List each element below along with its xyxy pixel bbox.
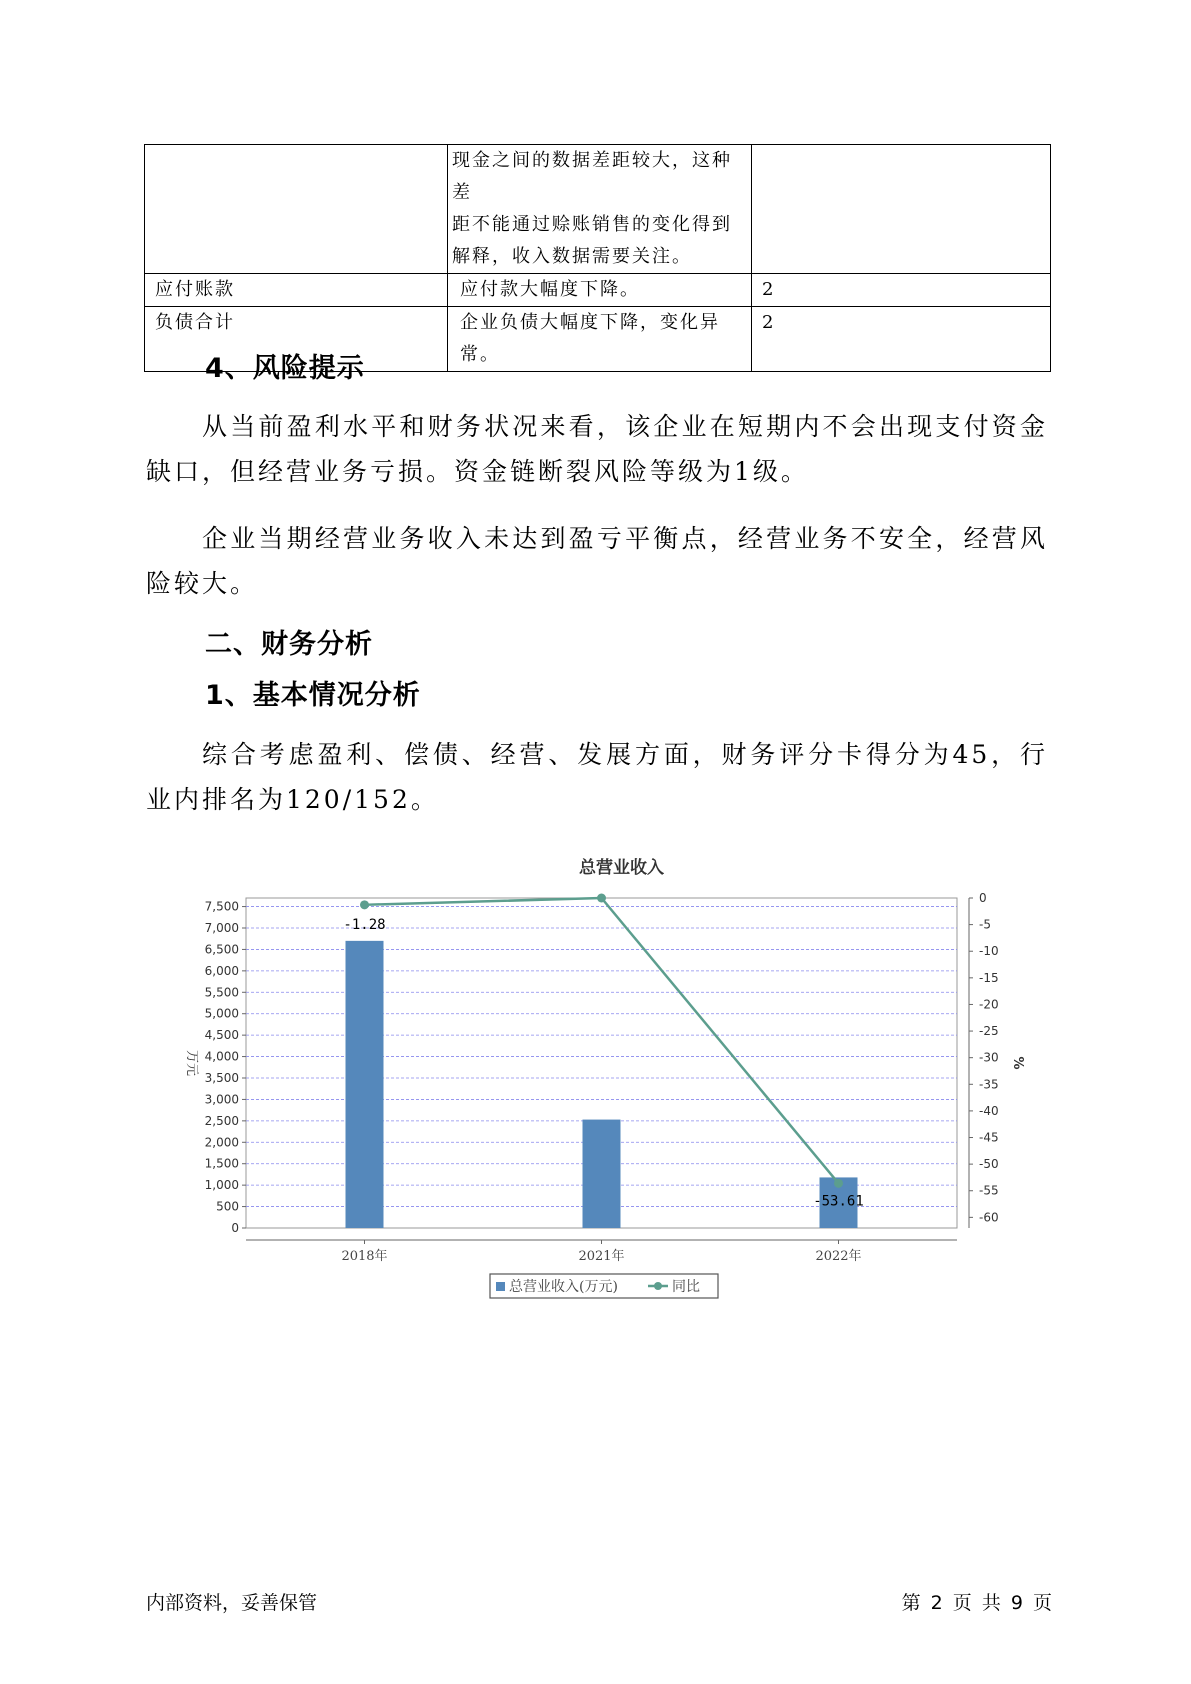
table-cell-item: 负债合计: [145, 307, 448, 372]
y2-tick-label: -60: [979, 1210, 999, 1225]
y2-tick-label: -35: [979, 1077, 999, 1092]
paragraph-risk-2: 企业当期经营业务收入未达到盈亏平衡点，经营业务不安全，经营风险较大。: [146, 524, 1048, 598]
point-yoy: [360, 900, 369, 909]
legend-swatch-bar: [496, 1282, 505, 1291]
data-label-yoy: -53.61: [813, 1193, 864, 1210]
y2-tick-label: 0: [979, 891, 987, 905]
desc-line: 现金之间的数据差距较大，这种差: [452, 150, 732, 203]
y-tick-label: 3,500: [204, 1071, 239, 1085]
x-tick-label: 2018年: [341, 1249, 388, 1264]
y-tick-label: 5,500: [204, 985, 239, 1000]
bar-revenue: [583, 1120, 621, 1228]
y-tick-label: 500: [216, 1199, 239, 1214]
table-cell-desc: 应付款大幅度下降。: [448, 274, 752, 307]
y-tick-label: 6,500: [204, 942, 239, 957]
y2-tick-label: -55: [979, 1183, 999, 1198]
legend-label-bar: 总营业收入(万元): [509, 1279, 618, 1295]
legend-swatch-point: [654, 1282, 662, 1290]
y-tick-label: 4,500: [204, 1028, 239, 1043]
table-row: [145, 145, 1051, 274]
y-tick-label: 5,000: [204, 1006, 239, 1021]
sub-heading-basic: 1、基本情况分析: [205, 680, 421, 711]
table-cell-item: 应付账款: [145, 274, 448, 307]
table-cell-desc: [448, 145, 752, 274]
y2-tick-label: -25: [979, 1024, 999, 1039]
risk-table: [144, 144, 1051, 372]
paragraph-finance: 综合考虑盈利、偿债、经营、发展方面，财务评分卡得分为45，行业内排名为120/152。: [146, 740, 1048, 814]
section-heading-risk: 4、风险提示: [205, 353, 365, 384]
point-yoy: [597, 894, 606, 903]
y2-tick-label: -50: [979, 1157, 999, 1172]
x-tick-label: 2022年: [815, 1249, 862, 1264]
y-axis-title: 万元: [184, 1049, 199, 1077]
y-tick-label: 7,500: [204, 899, 239, 914]
y-tick-label: 1,500: [204, 1156, 239, 1171]
y2-tick-label: -30: [979, 1050, 999, 1065]
y-tick-label: 0: [231, 1221, 239, 1235]
table-cell-item: [145, 145, 448, 274]
table-cell-level: 2: [752, 307, 1051, 372]
bar-revenue: [346, 941, 384, 1228]
table-row: [145, 274, 1051, 307]
table-cell-desc: 企业负债大幅度下降，变化异常。: [448, 307, 752, 372]
x-tick-label: 2021年: [578, 1249, 625, 1264]
y2-tick-label: -45: [979, 1130, 999, 1145]
data-label-yoy: -1.28: [343, 916, 386, 933]
paragraph-risk-1: 从当前盈利水平和财务状况来看，该企业在短期内不会出现支付资金缺口，但经营业务亏损。资金链断裂风险等级为1级。: [146, 412, 1048, 486]
desc-line: 距不能通过赊账销售的变化得到: [452, 214, 732, 235]
y2-tick-label: -15: [979, 970, 999, 985]
section-heading-finance: 二、财务分析: [205, 629, 373, 660]
legend-label-line: 同比: [672, 1279, 700, 1295]
y2-tick-label: -20: [979, 997, 999, 1012]
y-tick-label: 2,000: [204, 1135, 239, 1150]
y2-tick-label: -5: [979, 917, 991, 932]
desc-line: 解释，收入数据需要关注。: [452, 246, 692, 267]
point-yoy: [834, 1179, 843, 1188]
y-tick-label: 4,000: [204, 1049, 239, 1064]
y-tick-label: 2,500: [204, 1113, 239, 1128]
y-tick-label: 7,000: [204, 921, 239, 935]
chart-svg: [160, 850, 1040, 1310]
y2-axis-title: %: [1010, 1056, 1025, 1070]
y2-tick-label: -40: [979, 1103, 999, 1118]
chart-title: 总营业收入: [579, 858, 664, 878]
table-cell-level: [752, 145, 1051, 274]
footer-page-number: 第 2 页 共 9 页: [901, 1592, 1052, 1614]
y2-tick-label: -10: [979, 944, 999, 959]
y-tick-label: 1,000: [204, 1178, 239, 1193]
footer-confidential: 内部资料，妥善保管: [146, 1592, 318, 1614]
table-cell-level: 2: [752, 274, 1051, 307]
y-tick-label: 3,000: [204, 1092, 239, 1107]
revenue-chart: [160, 850, 1040, 1310]
y-tick-label: 6,000: [204, 963, 239, 978]
